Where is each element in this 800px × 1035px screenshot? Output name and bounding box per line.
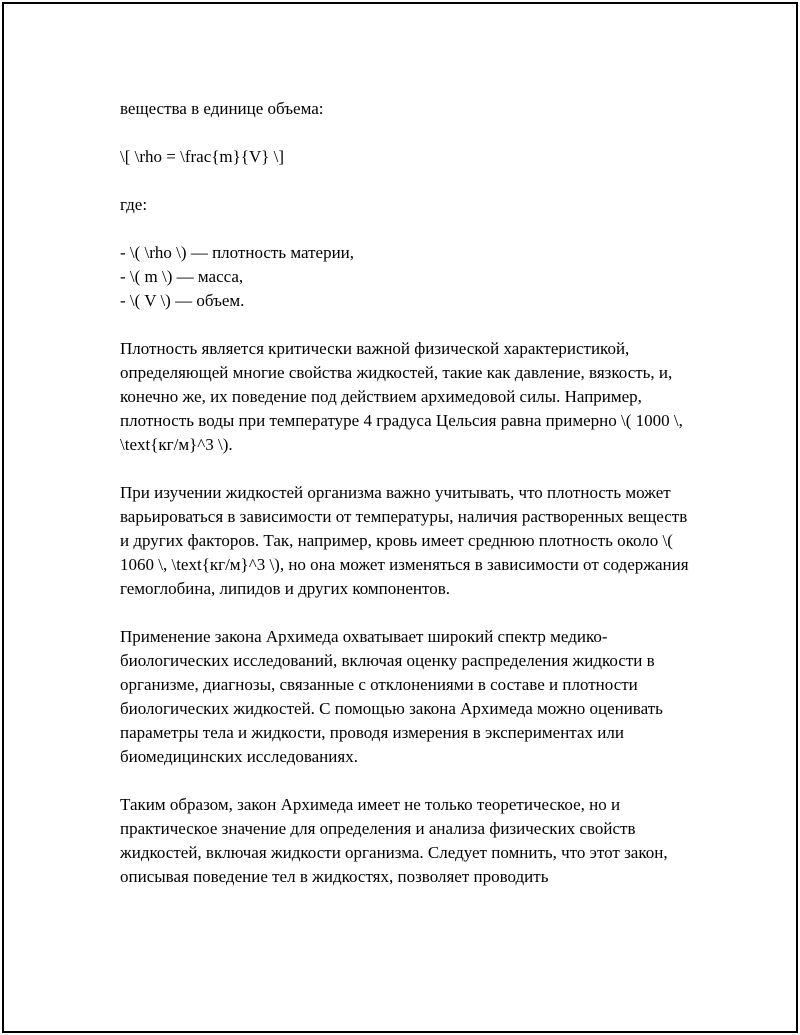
definition-item-volume: - \( V \) — объем. <box>120 291 245 310</box>
paragraph-conclusion: Таким образом, закон Архимеда имеет не только теоретическое, но и практическое значение для определения и анализа физических свойств жидкостей, включая жидкости организма. Следует помнить, что этот закон, описывая поведение тел в жидкостях, позволяет проводить <box>120 795 668 886</box>
document-page <box>2 2 798 1033</box>
density-formula: \[ \rho = \frac{m}{V} \] <box>120 147 285 166</box>
paragraph-density-importance: Плотность является критически важной физической характеристикой, определяющей многие свойства жидкостей, такие как давление, вязкость, и, конечно же, их поведение под действием архимедовой силы. Например, плотность воды при температуре 4 градуса Цельсия равна примерно \( 1000 \, \text{кг/м}^3 \). <box>120 339 683 454</box>
intro-line: вещества в единице объема: <box>120 99 324 118</box>
definition-item-mass: - \( m \) — масса, <box>120 267 244 286</box>
paragraph-body-fluids: При изучении жидкостей организма важно учитывать, что плотность может варьироваться в зависимости от температуры, наличия растворенных веществ и других факторов. Так, например, кровь имеет среднюю плотность около \( 1060 \, \text{кг/м}^3 \), но она может изменяться в зависимости от содержания гемоглобина, липидов и других компонентов. <box>120 483 689 598</box>
definition-list <box>120 241 700 313</box>
where-label: где: <box>120 195 148 214</box>
paragraph-archimedes-application: Применение закона Архимеда охватывает широкий спектр медико-биологических исследований, включая оценку распределения жидкости в организме, диагнозы, связанные с отклонениями в составе и плотности биологических жидкостей. С помощью закона Архимеда можно оценивать параметры тела и жидкости, проводя измерения в экспериментах или биомедицинских исследованиях. <box>120 627 663 766</box>
document-body <box>120 97 700 913</box>
definition-item-rho: - \( \rho \) — плотность материи, <box>120 243 355 262</box>
